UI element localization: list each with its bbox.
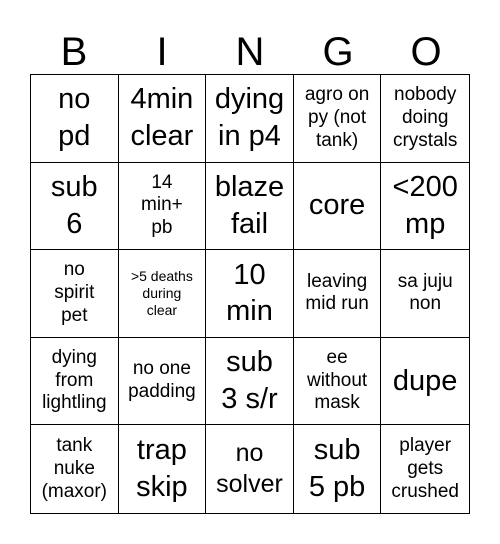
- bingo-header: [30, 30, 470, 74]
- bingo-cell-r1-c1[interactable]: [31, 75, 119, 163]
- bingo-cell-r1-c4[interactable]: [294, 75, 382, 163]
- bingo-cell-r3-c1[interactable]: [31, 250, 119, 338]
- header-letter-b: B: [60, 30, 88, 74]
- cell-label: agro on py (not tank): [304, 84, 370, 151]
- cell-label: player gets crushed: [391, 434, 459, 502]
- cell-label: leaving mid run: [305, 270, 369, 315]
- cell-label: blaze fail: [214, 171, 285, 240]
- bingo-cell-r5-c2[interactable]: [119, 425, 207, 513]
- cell-label: no one padding: [128, 358, 196, 403]
- cell-label: trap skip: [136, 434, 188, 504]
- cell-label: dying in p4: [214, 83, 285, 153]
- bingo-board: [30, 74, 470, 514]
- header-letter-g: G: [322, 30, 354, 74]
- bingo-cell-r1-c3[interactable]: [206, 75, 294, 163]
- cell-label: >5 deaths during clear: [130, 268, 193, 318]
- cell-label: no pd: [58, 83, 91, 153]
- bingo-cell-r2-c2[interactable]: [119, 163, 207, 251]
- header-letter-n: N: [235, 30, 265, 74]
- bingo-cell-r4-c4[interactable]: [294, 338, 382, 426]
- cell-label: ee without mask: [306, 346, 368, 414]
- cell-label: core: [308, 189, 366, 222]
- bingo-cell-r2-c5[interactable]: [381, 163, 469, 251]
- bingo-cell-r3-c2[interactable]: [119, 250, 207, 338]
- cell-label: <200 mp: [392, 171, 458, 240]
- header-letter-o: O: [410, 30, 442, 74]
- bingo-cell-r4-c3[interactable]: [206, 338, 294, 426]
- cell-label: sub 3 s/r: [221, 346, 278, 416]
- bingo-cell-r1-c5[interactable]: [381, 75, 469, 163]
- cell-label: no solver: [216, 438, 283, 499]
- bingo-cell-r5-c5[interactable]: [381, 425, 469, 513]
- bingo-cell-r1-c2[interactable]: [119, 75, 207, 163]
- bingo-cell-r3-c5[interactable]: [381, 250, 469, 338]
- bingo-cell-r4-c2[interactable]: [119, 338, 207, 426]
- cell-label: dupe: [392, 364, 458, 397]
- bingo-cell-r5-c3[interactable]: [206, 425, 294, 513]
- bingo-cell-r3-c3[interactable]: [206, 250, 294, 338]
- header-letter-i: I: [156, 30, 168, 74]
- cell-label: no spirit pet: [54, 259, 95, 326]
- bingo-cell-r2-c1[interactable]: [31, 163, 119, 251]
- cell-label: sa juju non: [397, 270, 453, 315]
- cell-label: dying from lightling: [42, 346, 107, 414]
- bingo-cell-r2-c4[interactable]: [294, 163, 382, 251]
- cell-label: sub 5 pb: [308, 434, 366, 504]
- cell-label: 10 min: [226, 258, 273, 328]
- bingo-cell-r4-c1[interactable]: [31, 338, 119, 426]
- bingo-cell-r2-c3[interactable]: [206, 163, 294, 251]
- cell-label: 14 min+ pb: [141, 171, 183, 239]
- cell-label: tank nuke (maxor): [41, 434, 108, 502]
- bingo-cell-r5-c4[interactable]: [294, 425, 382, 513]
- bingo-cell-r4-c5[interactable]: [381, 338, 469, 426]
- cell-label: 4min clear: [130, 83, 194, 153]
- cell-label: nobody doing crystals: [392, 84, 458, 151]
- bingo-cell-r3-c4[interactable]: [294, 250, 382, 338]
- cell-label: sub 6: [50, 171, 98, 240]
- bingo-cell-r5-c1[interactable]: [31, 425, 119, 513]
